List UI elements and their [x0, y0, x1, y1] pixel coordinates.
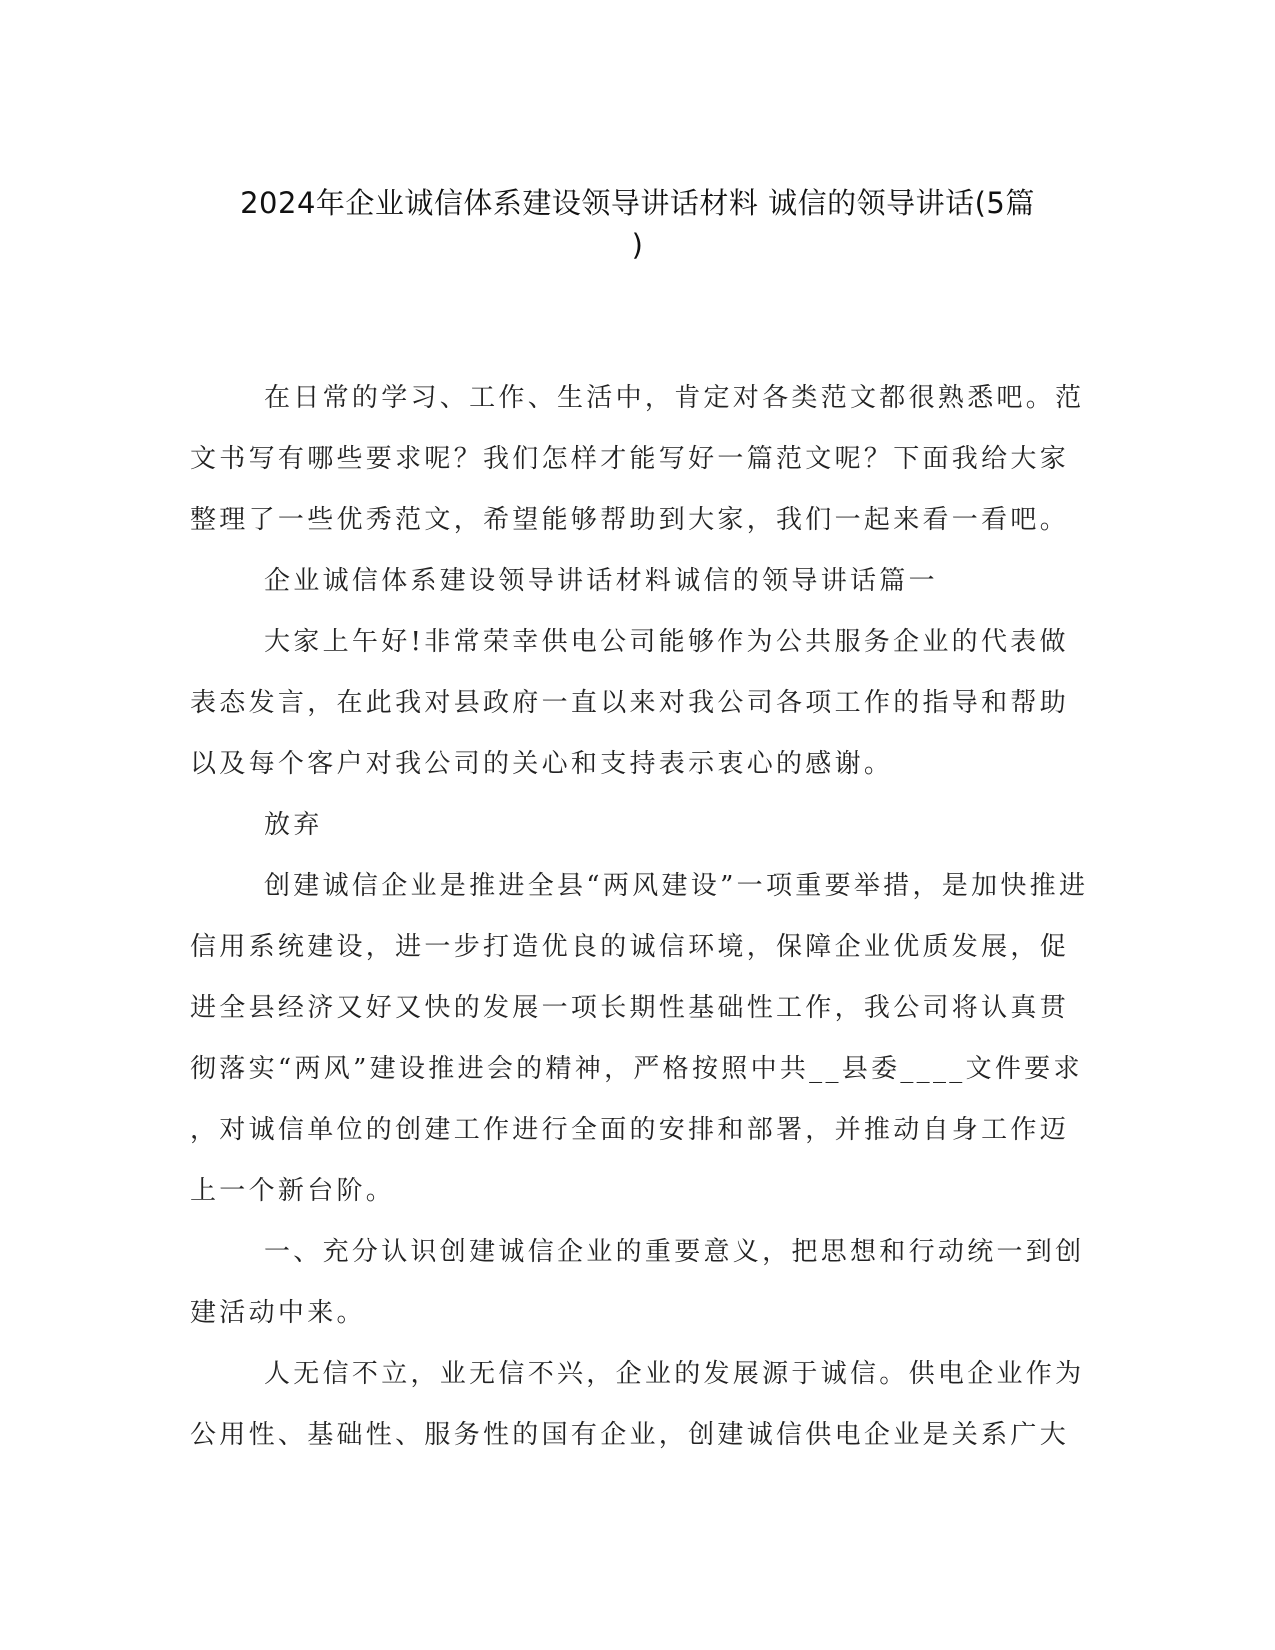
paragraph-section-one [190, 1222, 1085, 1344]
title-line-2: ) [631, 228, 644, 262]
document-title [150, 182, 1125, 266]
paragraph-line: 企业诚信体系建设领导讲话材料诚信的领导讲话篇一 [264, 566, 938, 596]
paragraph-greeting [190, 612, 1080, 795]
document-body [190, 368, 1089, 1466]
paragraph-line: 以及每个客户对我公司的关心和支持表示衷心的感谢。 [190, 749, 894, 779]
paragraph-trust [190, 1344, 1085, 1466]
paragraph-line: 人无信不立，业无信不兴，企业的发展源于诚信。供电企业作为 [264, 1359, 1085, 1389]
paragraph-line: 彻落实“两风”建设推进会的精神，严格按照中共__县委____文件要求 [190, 1054, 1083, 1084]
paragraph-line: 上一个新台阶。 [190, 1176, 396, 1206]
paragraph-intro [190, 368, 1085, 551]
paragraph-line: 整理了一些优秀范文，希望能够帮助到大家，我们一起来看一看吧。 [190, 505, 1070, 535]
paragraph-line: 大家上午好!非常荣幸供电公司能够作为公共服务企业的代表做 [264, 627, 1069, 657]
paragraph-line: 信用系统建设，进一步打造优良的诚信环境，保障企业优质发展，促 [190, 932, 1070, 962]
paragraph-short [190, 795, 1080, 856]
paragraph-line: 在日常的学习、工作、生活中，肯定对各类范文都很熟悉吧。范 [264, 383, 1085, 413]
paragraph-line: 文书写有哪些要求呢？我们怎样才能写好一篇范文呢？下面我给大家 [190, 444, 1070, 474]
paragraph-line: 进全县经济又好又快的发展一项长期性基础性工作，我公司将认真贯 [190, 993, 1070, 1023]
title-line-1: 2024年企业诚信体系建设领导讲话材料 诚信的领导讲话(5篇 [240, 186, 1035, 220]
paragraph-line: 放弃 [264, 810, 323, 840]
paragraph-line: 公用性、基础性、服务性的国有企业，创建诚信供电企业是关系广大 [190, 1420, 1070, 1450]
paragraph-line: 一、充分认识创建诚信企业的重要意义，把思想和行动统一到创 [264, 1237, 1085, 1267]
paragraph-line: ，对诚信单位的创建工作进行全面的安排和部署，并推动自身工作迈 [190, 1115, 1070, 1145]
paragraph-integrity [190, 856, 1089, 1222]
section-heading [190, 551, 1080, 612]
paragraph-line: 表态发言，在此我对县政府一直以来对我公司各项工作的指导和帮助 [190, 688, 1070, 718]
paragraph-line: 建活动中来。 [190, 1298, 366, 1328]
paragraph-line: 创建诚信企业是推进全县“两风建设”一项重要举措，是加快推进 [264, 871, 1089, 901]
